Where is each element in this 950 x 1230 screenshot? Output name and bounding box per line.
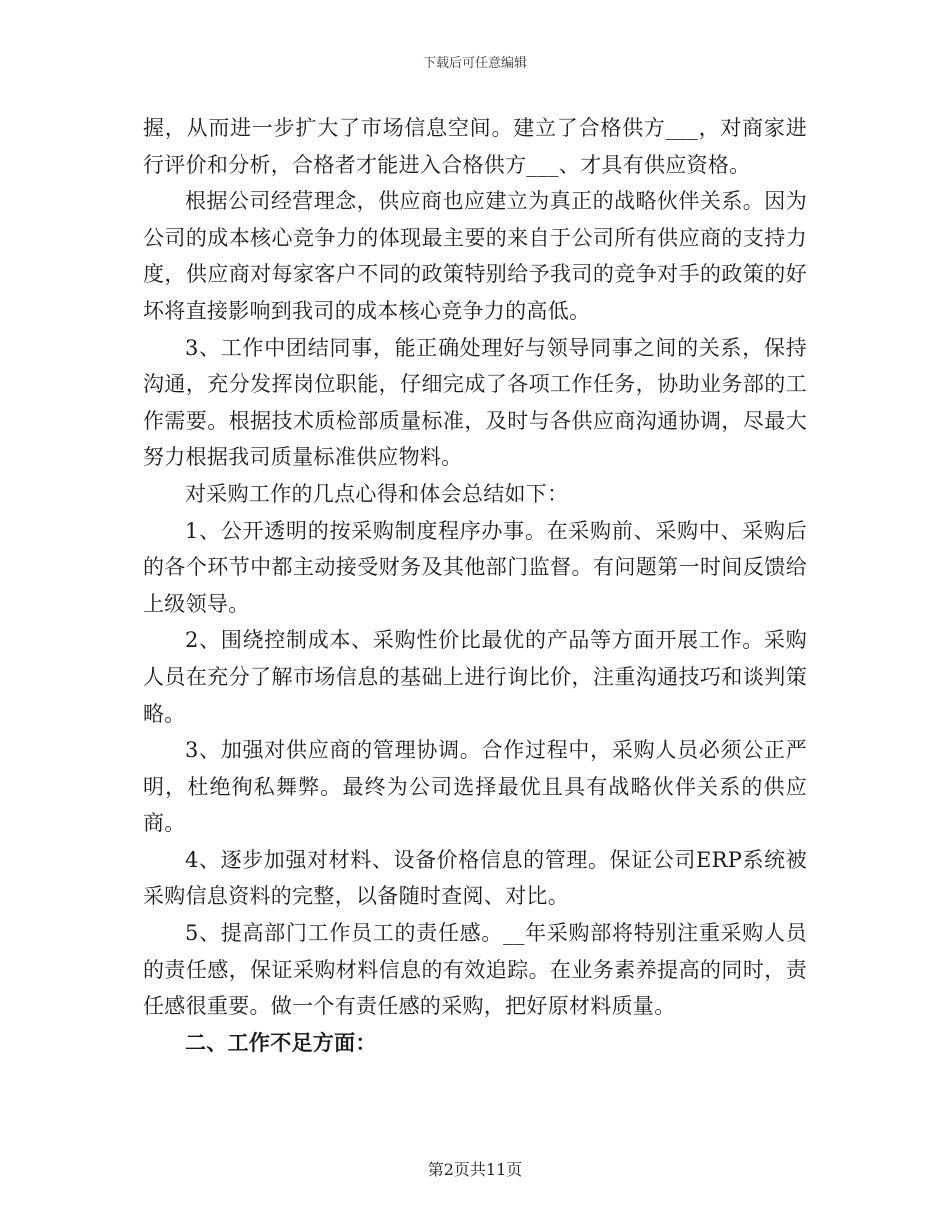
page-header: 下载后可任意编辑 (422, 56, 527, 71)
section-heading: 二、工作不足方面： (185, 1029, 377, 1055)
list-item: 4、逐步加强对材料、设备价格信息的管理。保证公司ERP系统被采购信息资料的完整，以备随时查阅、对比。 (143, 847, 807, 909)
list-item: 1、公开透明的按采购制度程序办事。在采购前、采购中、采购后的各个环节中都主动接受财务及其他部门监督。有问题第一时间反馈给上级领导。 (143, 518, 807, 616)
list-item: 2、围绕控制成本、采购性价比最优的产品等方面开展工作。采购人员在充分了解市场信息的基础上进行询比价，注重沟通技巧和谈判策略。 (143, 628, 807, 726)
list-item: 3、加强对供应商的管理协调。合作过程中，采购人员必须公正严明，杜绝徇私舞弊。最终为公司选择最优且具有战略伙伴关系的供应商。 (143, 738, 807, 836)
paragraph: 根据公司经营理念，供应商也应建立为真正的战略伙伴关系。因为公司的成本核心竞争力的体现最主要的来自于公司所有供应商的支持力度，供应商对每家客户不同的政策特别给予我司的竞争对手的政策的好坏将直接影响到我司的成本核心竞争力的高低。 (143, 189, 807, 323)
paragraph: 对采购工作的几点心得和体会总结如下： (185, 481, 569, 506)
paragraph: 3、工作中团结同事，能正确处理好与领导同事之间的关系，保持沟通，充分发挥岗位职能，仔细完成了各项工作任务，协助业务部的工作需要。根据技术质检部质量标准，及时与各供应商沟通协调，尽最大努力根据我司质量标准供应物料。 (143, 335, 807, 470)
document-body (143, 110, 807, 1061)
list-item: 5、提高部门工作员工的责任感。__年采购部将特别注重采购人员的责任感，保证采购材料信息的有效追踪。在业务素养提高的同时，责任感很重要。做一个有责任感的采购，把好原材料质量。 (143, 921, 807, 1019)
page-footer: 第2页共11页 (427, 1160, 523, 1179)
paragraph: 握，从而进一步扩大了市场信息空间。建立了合格供方___，对商家进行评价和分析，合格者才能进入合格供方___、才具有供应资格。 (143, 116, 807, 177)
